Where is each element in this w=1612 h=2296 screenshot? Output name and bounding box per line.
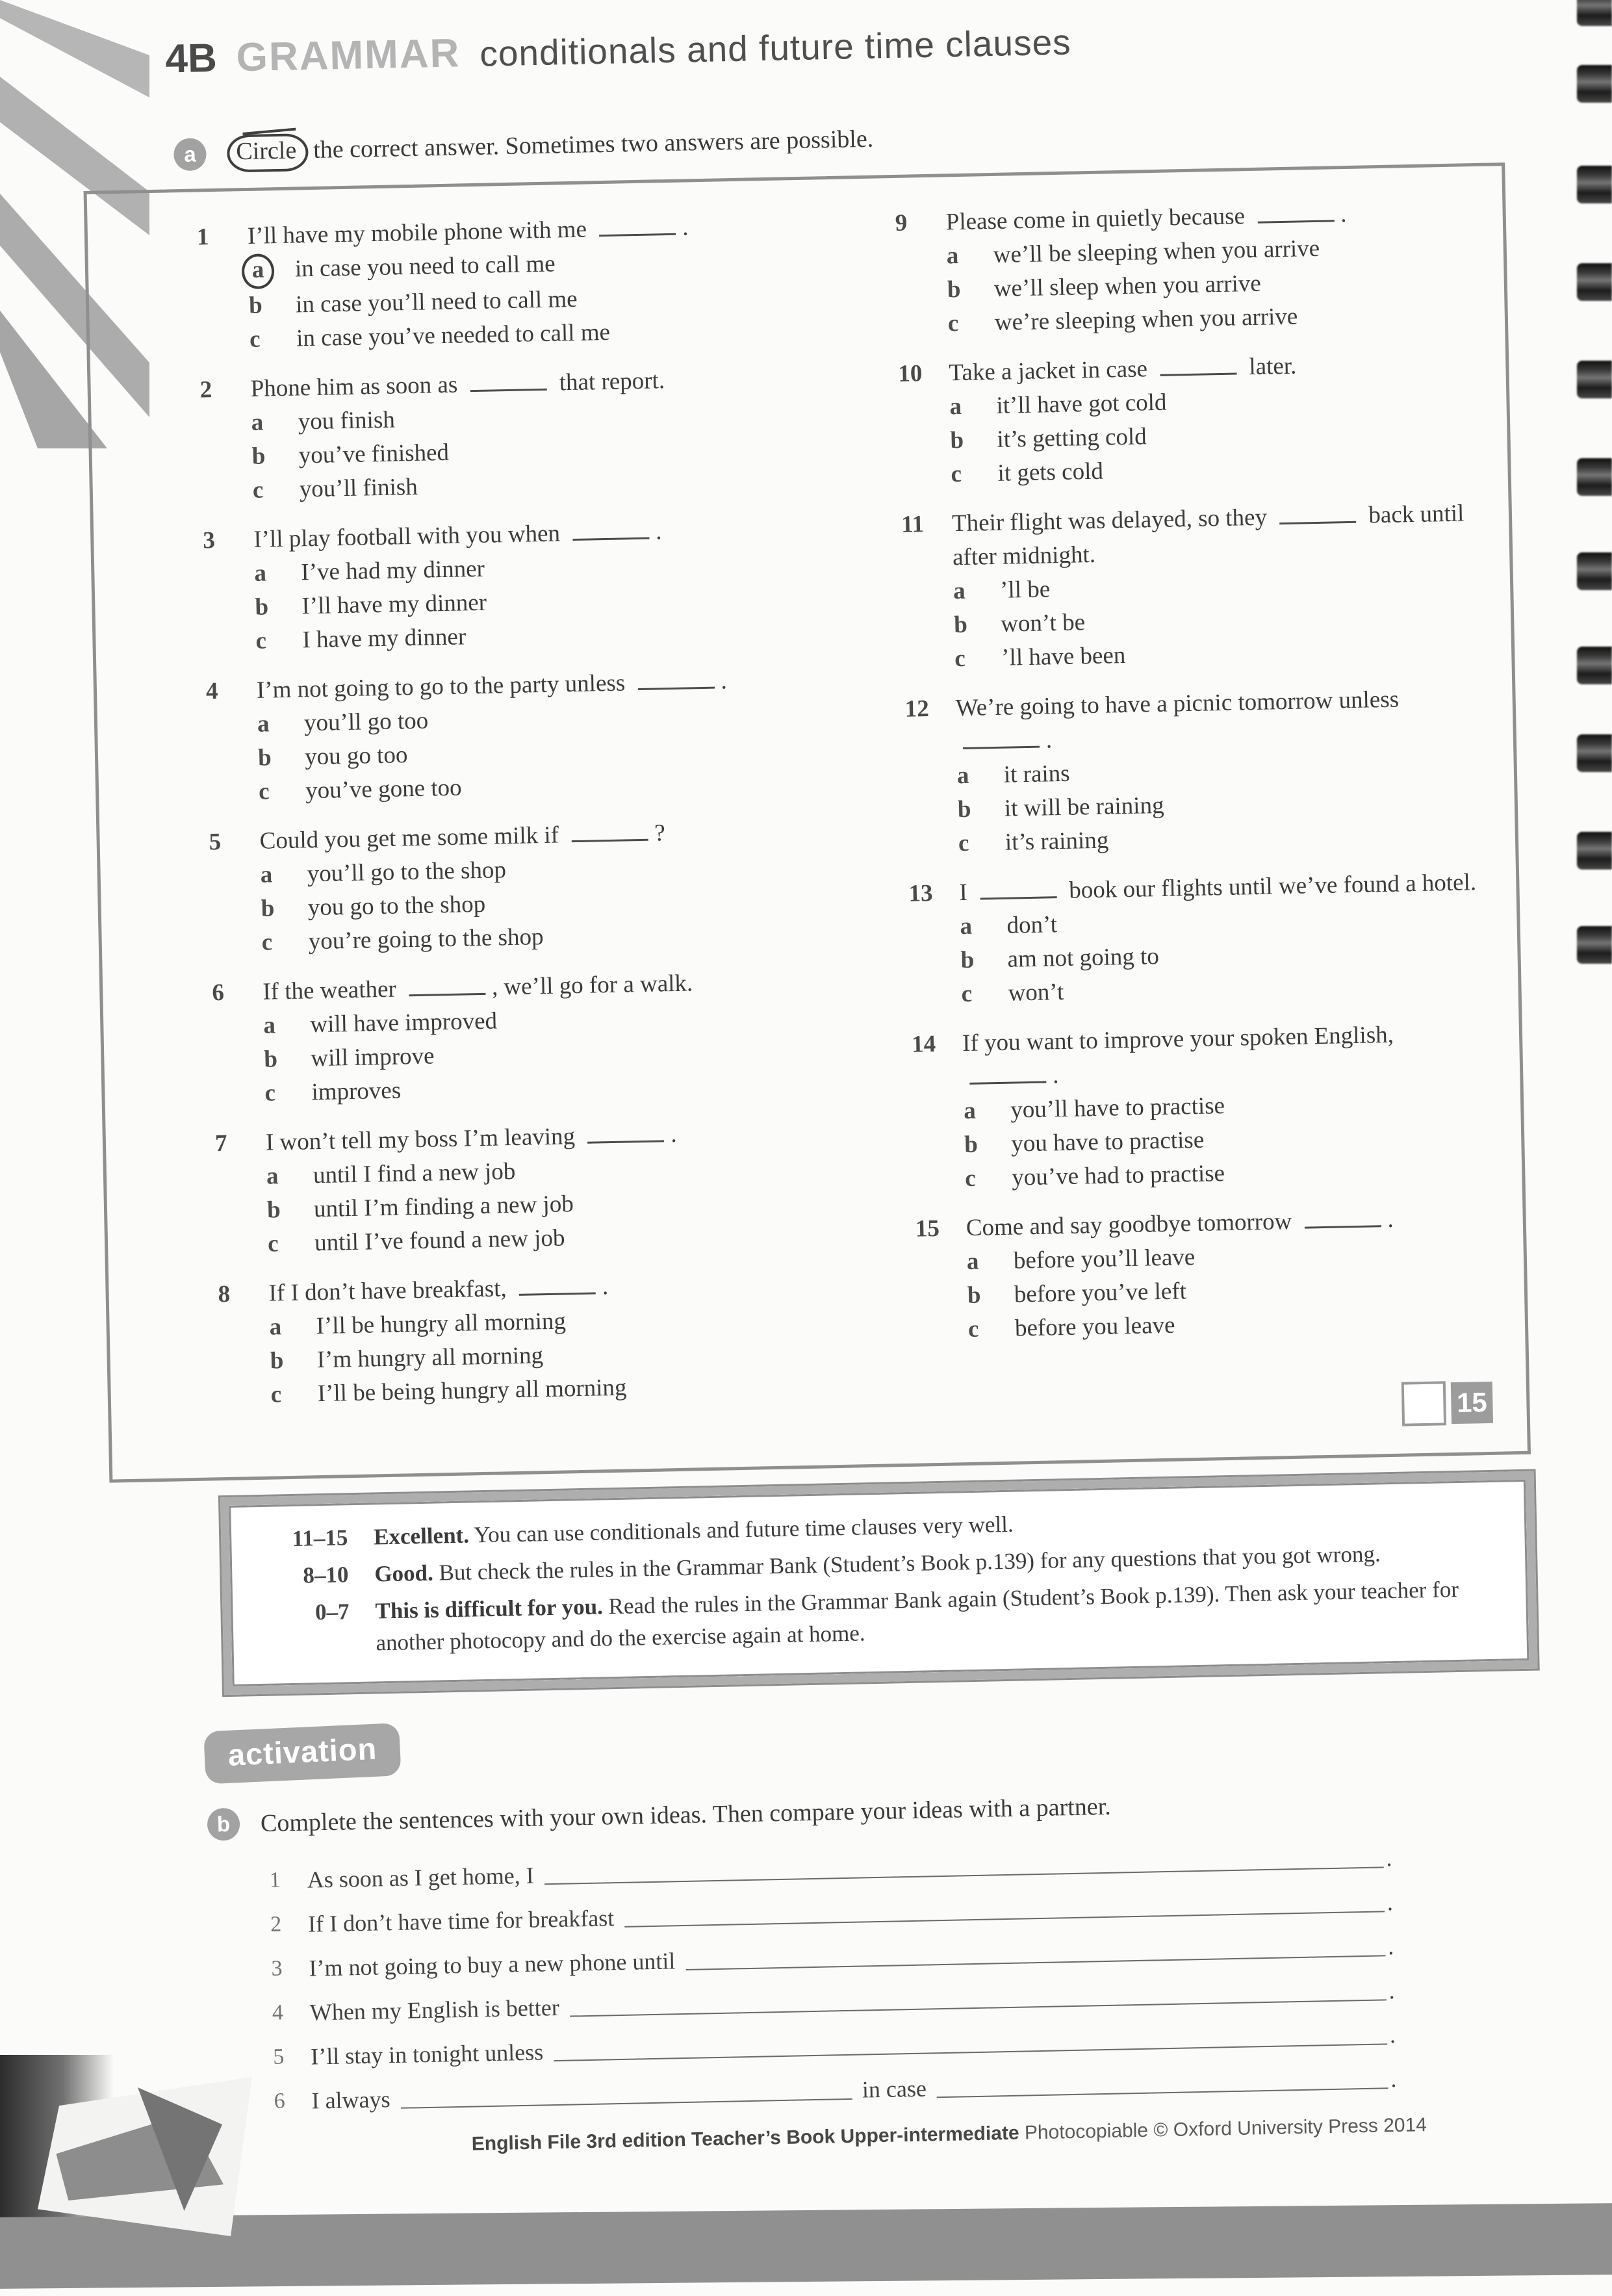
footer-copyright: Photocopiable © Oxford University Press 2014 (1019, 2114, 1427, 2144)
option-letter: c (264, 1079, 276, 1107)
score-write-box (1401, 1381, 1446, 1426)
option-letter: c (954, 645, 966, 673)
sentence-completion-item (271, 1931, 1394, 1984)
option-letter: c (255, 627, 267, 654)
score-range: 8–10 (302, 1562, 349, 1588)
answer-blank (408, 972, 485, 997)
question-number: 9 (895, 209, 908, 237)
option-text: you’ve finished (298, 439, 450, 469)
item-stem: I’ll stay in tonight unless (310, 2039, 544, 2070)
answer-blank (518, 1271, 596, 1296)
score-total: 15 (1451, 1382, 1493, 1424)
option-text: I’ll be being hungry all morning (317, 1374, 627, 1408)
option-letter: b (251, 443, 266, 470)
option-text: ’ll have been (1001, 641, 1126, 671)
option-letter: b (947, 276, 961, 303)
part-b-instruction: Complete the sentences with your own ideas. Then compare your ideas with a partner. (260, 1792, 1112, 1838)
feedback-verdict: Excellent. (373, 1522, 470, 1550)
option-text: am not going to (1007, 943, 1160, 973)
question-body (262, 963, 858, 1110)
question-body (265, 1114, 860, 1261)
question-number: 1 (196, 224, 209, 251)
option-letter: b (264, 1046, 278, 1073)
option-text: you have to practise (1010, 1126, 1205, 1157)
option-letter: b (270, 1347, 284, 1374)
option-letter: c (964, 1165, 977, 1193)
item-stem: As soon as I get home, I (307, 1862, 535, 1893)
score-box (1401, 1380, 1493, 1426)
option-letter: a (946, 242, 959, 270)
option-text: you’re going to the shop (308, 923, 544, 955)
question-stem: If you want to improve your spoken English, . (962, 1021, 1394, 1089)
answer-blank (980, 875, 1057, 900)
question-number: 7 (214, 1129, 227, 1157)
question-stem: I won’t tell my boss I’m leaving . (265, 1114, 858, 1159)
option-letter: a (949, 393, 962, 420)
question-number: 12 (904, 695, 930, 723)
option-letter: c (267, 1230, 279, 1258)
option-text: ’ll be (999, 576, 1051, 604)
unit-label: 4B (164, 35, 218, 82)
question-stem: If the weather , we’ll go for a walk. (262, 970, 693, 1005)
question-body (966, 1201, 1492, 1347)
option-text: you’ll go to the shop (307, 857, 507, 888)
question-stem: If I don’t have breakfast, . (268, 1265, 862, 1310)
question-number: 5 (209, 828, 222, 856)
question-body (952, 497, 1479, 676)
write-on-line (544, 1866, 1384, 1885)
end-punctuation: . (1390, 2066, 1397, 2093)
score-range: 0–7 (314, 1599, 350, 1625)
question-columns (87, 166, 1527, 1450)
sentence-completion-item (274, 2064, 1397, 2117)
question-stem: I’ll have my mobile phone with me . (247, 208, 840, 253)
option-text: you go to the shop (307, 890, 486, 922)
option-letter: b (257, 744, 272, 771)
option-text: improves (311, 1077, 402, 1106)
item-number: 3 (271, 1956, 283, 1981)
item-number: 5 (272, 2044, 285, 2069)
option-letter: a (963, 1097, 977, 1125)
option-letter: b (950, 426, 964, 454)
end-punctuation: . (1387, 1889, 1394, 1916)
question-number: 11 (901, 511, 925, 538)
page-header (165, 18, 1071, 82)
option-text: it gets cold (997, 458, 1104, 487)
write-on-line (624, 1911, 1385, 1927)
option-letter: a (260, 861, 273, 888)
answer-blank (587, 1118, 665, 1144)
option-text: before you’ll leave (1013, 1244, 1196, 1274)
circled-word: Circle (227, 133, 309, 172)
option-text: we’ll be sleeping when you arrive (993, 235, 1320, 268)
sentence-completion-item (270, 1887, 1394, 1940)
option-letter: b (960, 946, 975, 974)
question (199, 361, 845, 509)
option-letter: c (967, 1315, 979, 1343)
option-text: will improve (311, 1042, 435, 1072)
option-letter: a (266, 1163, 279, 1190)
option-letter: b (964, 1131, 979, 1159)
answer-blank (1279, 500, 1357, 525)
option-letter: b (255, 593, 269, 621)
question-body (247, 208, 842, 357)
option-letter: b (953, 611, 968, 639)
item-number: 6 (274, 2089, 285, 2113)
question-body (257, 662, 852, 809)
feedback-verdict: This is difficult for you. (375, 1593, 604, 1624)
question-stem: Come and say goodbye tomorrow . (966, 1201, 1490, 1245)
option-letter: a (257, 710, 270, 738)
instruction-text: the correct answer. Sometimes two answers are possible. (313, 125, 874, 164)
score-feedback-box (220, 1471, 1538, 1696)
end-punctuation: . (1387, 1933, 1394, 1960)
option-text: it rains (1003, 760, 1070, 788)
question-stem: Could you get me some milk if ? (259, 812, 852, 858)
question-body (250, 361, 845, 508)
question (206, 662, 852, 810)
question-body (268, 1265, 864, 1412)
option-letter: b (266, 1196, 281, 1224)
option-letter: b (957, 795, 971, 823)
activation-badge: activation (203, 1723, 402, 1784)
question (209, 812, 854, 961)
option-text: before you leave (1014, 1311, 1175, 1342)
question-stem: Their flight was delayed, so they back until after midnight. (951, 500, 1465, 571)
item-number: 2 (270, 1912, 282, 1937)
answer-blank (571, 817, 648, 842)
option-text: until I find a new job (313, 1157, 516, 1189)
option-letter (248, 253, 296, 289)
answer-blank (962, 724, 1040, 749)
write-on-line (686, 1955, 1386, 1970)
option-text: I’ll be hungry all morning (316, 1308, 567, 1340)
option-letter: c (258, 778, 270, 805)
question-number: 4 (205, 678, 218, 705)
option-letter: a (956, 762, 969, 790)
option-text: you finish (298, 406, 396, 435)
option-text: it’s raining (1004, 827, 1109, 856)
question (904, 681, 1483, 862)
question-body (962, 1016, 1490, 1196)
option-letter: c (961, 980, 973, 1008)
question (912, 1016, 1490, 1197)
option-text: until I’m finding a new job (313, 1191, 574, 1223)
option-text: in case you need to call me (294, 250, 556, 283)
part-a-heading (173, 122, 874, 174)
answer-blank (969, 1059, 1047, 1085)
option-text: won’t (1008, 978, 1064, 1007)
question (197, 208, 843, 358)
option-letter: a (251, 409, 264, 436)
item-stem: I always (311, 2086, 390, 2114)
answer-blank (1257, 198, 1335, 224)
option-letter: c (249, 326, 261, 353)
question-stem: I’m not going to go to the party unless . (257, 662, 850, 708)
option-letter: a (269, 1313, 282, 1341)
option-letter: a (953, 577, 966, 605)
option-text: it’s getting cold (997, 423, 1147, 453)
question-stem: Phone him as soon as that report. (250, 367, 665, 402)
write-on-line (401, 2098, 852, 2109)
drawn-circle-mark: a (242, 253, 275, 289)
answer-blank (637, 665, 715, 690)
option-letter: c (252, 476, 264, 504)
section-label: GRAMMAR (236, 31, 461, 81)
option-text: in case you’ve needed to call me (296, 318, 611, 352)
question (895, 195, 1472, 342)
option-letter: c (951, 460, 962, 488)
sentence-completion-item (273, 2020, 1396, 2072)
end-punctuation: . (1389, 2022, 1396, 2048)
option-letter: b (967, 1282, 981, 1309)
question (203, 511, 849, 660)
option-text: you’ll have to practise (1010, 1092, 1225, 1124)
exercise-a-box (84, 162, 1531, 1483)
end-punctuation: . (1386, 1845, 1392, 1872)
answer-blank (470, 367, 547, 392)
part-b-badge: b (207, 1808, 240, 1841)
question-stem: Please come in quietly because . (945, 195, 1470, 239)
write-on-line (554, 2043, 1387, 2061)
question (218, 1265, 864, 1413)
question-body (949, 346, 1476, 491)
question-stem: Take a jacket in case later. (949, 346, 1474, 390)
option-letter: a (960, 912, 973, 940)
option-letter: a (262, 1012, 276, 1039)
question (212, 963, 858, 1111)
page-title: conditionals and future time clauses (479, 21, 1072, 74)
item-stem-mid: in case (862, 2075, 927, 2103)
score-range: 11–15 (292, 1525, 348, 1551)
question-stem: I book our flights until we’ve found a hotel. (959, 869, 1477, 907)
question-body (253, 511, 849, 658)
option-text: in case you’ll need to call me (295, 285, 578, 318)
part-a-instruction (227, 122, 874, 173)
question-stem: We’re going to have a picnic tomorrow unless . (955, 686, 1400, 754)
question-stem: I’ll play football with you when . (253, 511, 847, 557)
question-number: 2 (199, 376, 212, 404)
sentence-completion-item (272, 1976, 1395, 2028)
item-stem: I’m not going to buy a new phone until (309, 1948, 676, 1981)
question-body (945, 195, 1472, 341)
option-text: you’ll finish (299, 473, 418, 503)
question-column-right (895, 195, 1494, 1414)
option-letter: a (966, 1248, 979, 1276)
answer-blank (572, 515, 650, 541)
question-number: 6 (211, 979, 225, 1007)
part-b-heading (207, 1790, 1112, 1841)
feedback-text: Excellent. You can use conditionals and future time clauses very well. (373, 1511, 1014, 1550)
option-text: you’ll go too (303, 707, 429, 737)
option-text: you go too (304, 742, 408, 771)
question-body (955, 681, 1483, 860)
option-text: I’m hungry all morning (316, 1342, 544, 1374)
option-text: before you’ve left (1014, 1278, 1187, 1308)
option-text: you’ve had to practise (1011, 1160, 1225, 1191)
question (908, 866, 1486, 1013)
question-number: 15 (915, 1215, 940, 1243)
option-letter: c (947, 310, 959, 337)
feedback-text: This is difficult for you. Read the rules in the Grammar Bank again (Student’s Book p.139). Then ask your teacher for another photocopy and do the exercise again at home. (375, 1576, 1459, 1656)
part-b-items (269, 1843, 1397, 2131)
feedback-text: Good. But check the rules in the Grammar Bank (Student’s Book p.139) for any questions that you got wrong. (374, 1541, 1381, 1587)
option-text: don’t (1006, 911, 1058, 939)
question-number: 8 (218, 1280, 231, 1308)
part-a-badge: a (173, 138, 207, 171)
item-stem: If I don’t have time for breakfast (307, 1905, 615, 1937)
option-letter: a (254, 560, 267, 587)
option-letter: c (261, 929, 273, 956)
option-text: I have my dinner (302, 623, 467, 654)
option-text: we’ll sleep when you arrive (993, 270, 1262, 302)
footer-title: English File 3rd edition Teacher’s Book Upper-intermediate (471, 2122, 1019, 2155)
question-body (259, 812, 854, 959)
question-body (959, 866, 1486, 1011)
option-text: won’t be (1000, 609, 1086, 638)
option-text: I’ll have my dinner (301, 589, 487, 620)
sentence-completion-item (269, 1843, 1392, 1896)
option-text: it will be raining (1004, 792, 1164, 822)
question-number: 13 (908, 880, 933, 907)
write-on-line (570, 1999, 1387, 2017)
end-punctuation: . (1388, 1978, 1395, 2004)
option-text: I’ve had my dinner (300, 555, 485, 586)
answer-blank (599, 211, 676, 237)
question-number: 10 (898, 360, 923, 387)
option-text: you’ve gone too (305, 774, 462, 805)
option-letter: b (261, 895, 275, 922)
option-letter: b (248, 292, 263, 319)
answer-blank (1304, 1204, 1381, 1229)
feedback-verdict: Good. (374, 1560, 434, 1587)
answer-blank (1160, 351, 1237, 376)
option-text: until I’ve found a new job (314, 1224, 565, 1257)
item-number: 1 (269, 1868, 281, 1892)
question (215, 1114, 861, 1262)
option-text: it’ll have got cold (996, 389, 1167, 419)
write-on-line (937, 2087, 1388, 2098)
question-number: 3 (202, 527, 216, 554)
item-number: 4 (272, 2000, 284, 2025)
option-letter: c (270, 1381, 282, 1408)
option-text: will have improved (309, 1007, 498, 1038)
option-letter: c (958, 829, 969, 857)
question-number: 14 (911, 1030, 936, 1058)
question-column-left (197, 208, 864, 1428)
question (901, 497, 1479, 677)
option-text: we’re sleeping when you arrive (994, 303, 1298, 336)
question (915, 1201, 1492, 1348)
item-stem: When my English is better (309, 1994, 560, 2026)
question (898, 346, 1476, 493)
